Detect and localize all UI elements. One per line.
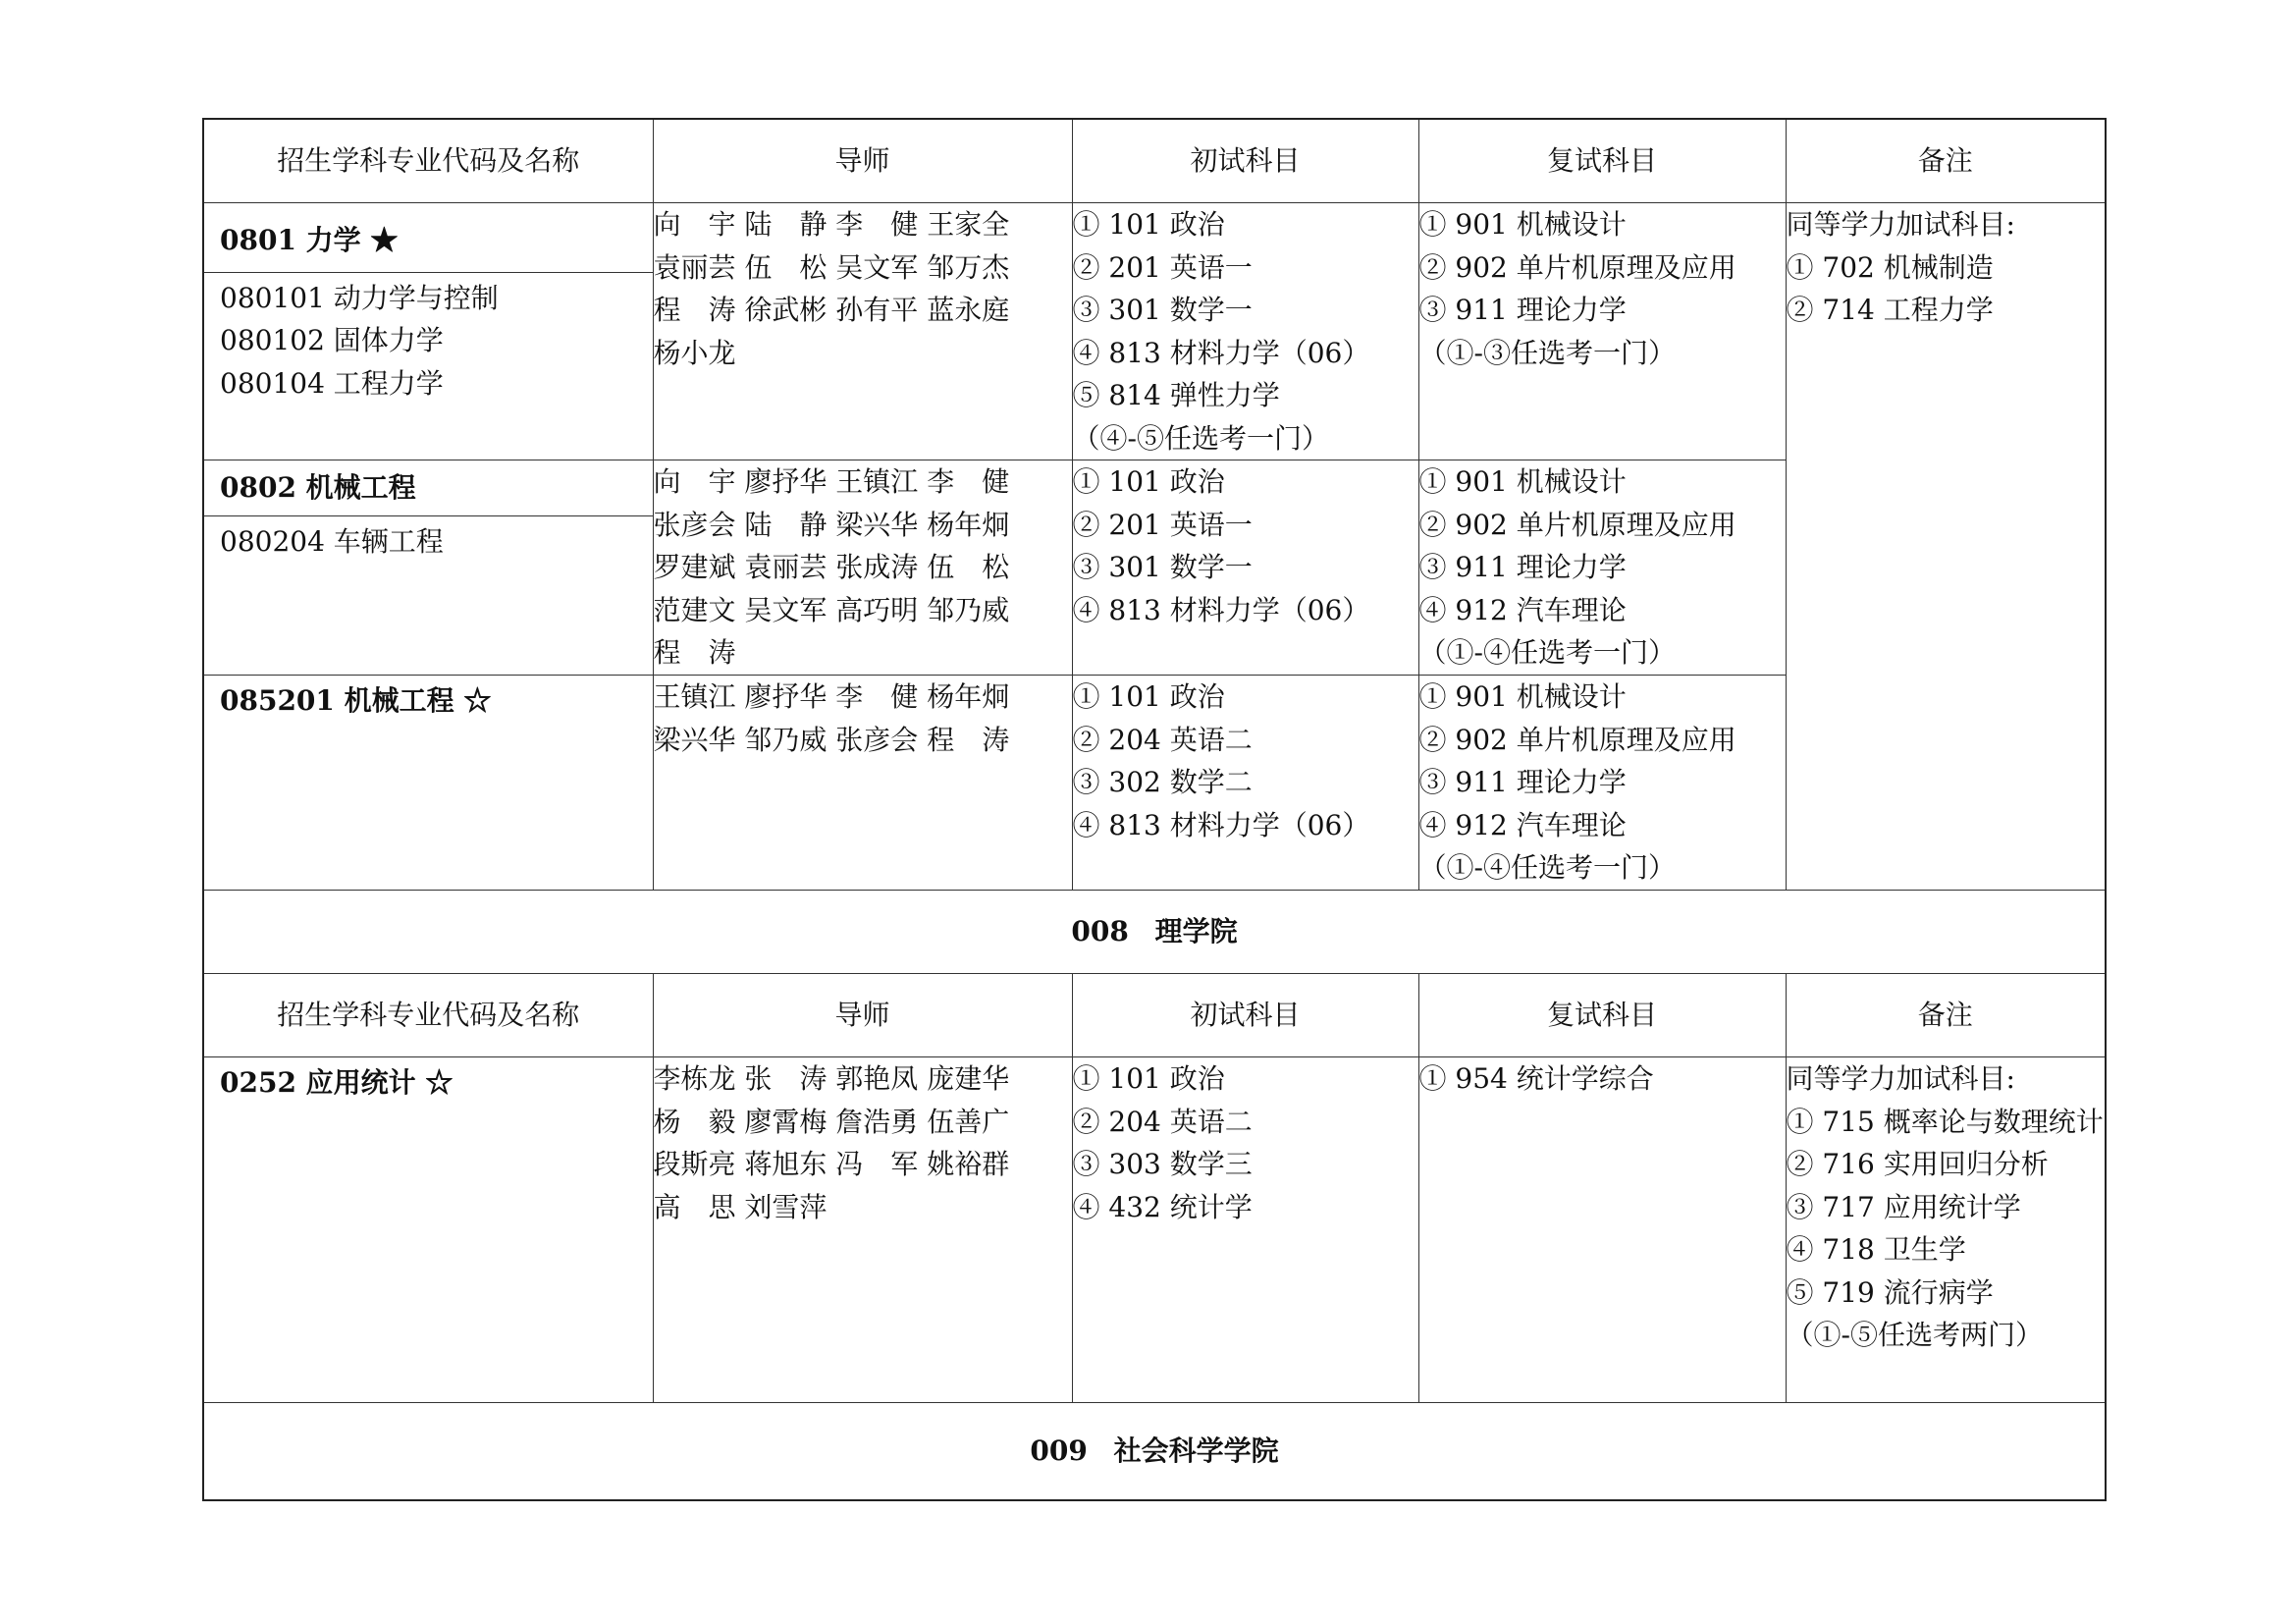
initial-subject: ④ 813 材料力学（06） — [1072, 808, 1370, 841]
initial-subject: ③ 302 数学二 — [1072, 766, 1253, 798]
tutor-line: 高 思 刘雪萍 — [653, 1190, 828, 1223]
college-row — [203, 1403, 2106, 1501]
retest-subject: ② 902 单片机原理及应用 — [1418, 250, 1736, 284]
tutor-line: 向 宇 陆 静 李 健 王家全 — [653, 208, 1010, 241]
retest-subject: ① 954 统计学综合 — [1418, 1062, 1654, 1095]
table-row — [203, 1057, 2106, 1403]
tutor-line: 李栋龙 张 涛 郭艳凤 庞建华 — [653, 1062, 1010, 1095]
sub-major: 080204 车辆工程 — [220, 524, 444, 558]
retest-cell — [1418, 1057, 1786, 1403]
tutor-line: 梁兴华 邹乃威 张彦会 程 涛 — [653, 723, 1010, 756]
tutor-line: 程 涛 — [653, 636, 736, 669]
tutor-cell — [653, 203, 1072, 460]
initial-exam-cell — [1072, 676, 1418, 891]
retest-subject: ② 902 单片机原理及应用 — [1418, 723, 1736, 756]
header-row — [203, 119, 2106, 203]
header-row — [203, 974, 2106, 1057]
college-name: 理学院 — [1154, 915, 1238, 948]
college-name: 社会科学学院 — [1113, 1435, 1279, 1468]
major-cell — [203, 460, 653, 676]
college-row — [203, 891, 2106, 974]
initial-subject: ③ 301 数学一 — [1072, 551, 1253, 583]
initial-subject: ⑤ 814 弹性力学 — [1072, 379, 1280, 411]
retest-subject-note: （①-③任选考一门） — [1418, 336, 1676, 369]
tutor-cell — [653, 460, 1072, 676]
retest-subject: ① 901 机械设计 — [1418, 465, 1627, 498]
initial-subject: ① 101 政治 — [1072, 1062, 1225, 1095]
college-code: 008 — [1071, 915, 1129, 948]
table-row — [203, 203, 2106, 460]
initial-exam-cell — [1072, 460, 1418, 676]
header-tutor: 导师 — [653, 974, 1072, 1057]
college-heading — [203, 891, 2106, 974]
remarks-item: ① 715 概率论与数理统计 — [1786, 1105, 2104, 1138]
retest-cell — [1418, 676, 1786, 891]
retest-subject: ④ 912 汽车理论 — [1418, 593, 1627, 626]
header-retest: 复试科目 — [1418, 974, 1786, 1057]
header-major: 招生学科专业代码及名称 — [203, 119, 653, 203]
header-remarks: 备注 — [1786, 119, 2106, 203]
remarks-item: ③ 717 应用统计学 — [1786, 1190, 2021, 1223]
initial-subject: ① 101 政治 — [1072, 208, 1225, 241]
remarks-item: ⑤ 719 流行病学 — [1786, 1275, 1994, 1309]
tutor-cell — [653, 1057, 1072, 1403]
tutor-line: 段斯亮 蒋旭东 冯 军 姚裕群 — [653, 1148, 1010, 1180]
remarks-item: ④ 718 卫生学 — [1786, 1233, 1966, 1266]
retest-subject: ① 901 机械设计 — [1418, 208, 1627, 241]
retest-subject: ④ 912 汽车理论 — [1418, 808, 1627, 841]
college-code: 009 — [1030, 1435, 1088, 1468]
remarks-item: ② 716 实用回归分析 — [1786, 1148, 2049, 1180]
tutor-line: 向 宇 廖抒华 王镇江 李 健 — [653, 465, 1010, 498]
tutor-line: 罗建斌 袁丽芸 张成涛 伍 松 — [653, 551, 1010, 583]
initial-subject: ② 201 英语一 — [1072, 508, 1253, 541]
remarks-note: （①-⑤任选考两门） — [1786, 1319, 2043, 1351]
major-cell — [203, 203, 653, 460]
retest-cell — [1418, 460, 1786, 676]
tutor-line: 杨小龙 — [653, 336, 736, 369]
initial-subject: ④ 432 统计学 — [1072, 1190, 1253, 1223]
initial-subject: ④ 813 材料力学（06） — [1072, 336, 1370, 369]
initial-subject: ② 201 英语一 — [1072, 250, 1253, 284]
initial-subject-note: （④-⑤任选考一门） — [1072, 421, 1329, 455]
sub-major: 080104 工程力学 — [220, 366, 444, 400]
tutor-line: 杨 毅 廖霄梅 詹浩勇 伍善广 — [653, 1105, 1010, 1138]
initial-subject: ③ 303 数学三 — [1072, 1148, 1253, 1180]
header-remarks: 备注 — [1786, 974, 2106, 1057]
major-code-name: 0802 机械工程 — [204, 460, 653, 516]
remarks-title: 同等学力加试科目: — [1786, 208, 2015, 241]
retest-cell — [1418, 203, 1786, 460]
remarks-cell — [1786, 1057, 2106, 1403]
major-cell — [203, 1057, 653, 1403]
sub-major: 080101 动力学与控制 — [220, 281, 499, 314]
retest-subject: ② 902 单片机原理及应用 — [1418, 508, 1736, 541]
retest-subject: ① 901 机械设计 — [1418, 680, 1627, 713]
initial-subject: ③ 301 数学一 — [1072, 294, 1253, 326]
tutor-line: 袁丽芸 伍 松 吴文军 邹万杰 — [653, 250, 1010, 284]
initial-subject: ② 204 英语二 — [1072, 723, 1253, 756]
retest-subject: ③ 911 理论力学 — [1418, 551, 1627, 583]
tutor-line: 王镇江 廖抒华 李 健 杨年炯 — [653, 680, 1010, 713]
initial-subject: ① 101 政治 — [1072, 680, 1225, 713]
initial-subject: ④ 813 材料力学（06） — [1072, 593, 1370, 626]
tutor-line: 范建文 吴文军 高巧明 邹乃威 — [653, 593, 1010, 626]
major-code-name: 0801 力学 ★ — [204, 203, 653, 273]
remarks-item: ① 702 机械制造 — [1786, 250, 1994, 284]
remarks-cell — [1786, 203, 2106, 891]
retest-subject: ③ 911 理论力学 — [1418, 294, 1627, 326]
tutor-cell — [653, 676, 1072, 891]
header-initial-exam: 初试科目 — [1072, 974, 1418, 1057]
tutor-line: 张彦会 陆 静 梁兴华 杨年炯 — [653, 508, 1010, 541]
major-code-name: 085201 机械工程 ☆ — [220, 684, 492, 717]
initial-exam-cell — [1072, 203, 1418, 460]
header-initial-exam: 初试科目 — [1072, 119, 1418, 203]
header-retest: 复试科目 — [1418, 119, 1786, 203]
major-code-name: 0252 应用统计 ☆ — [220, 1066, 454, 1099]
tutor-line: 程 涛 徐武彬 孙有平 蓝永庭 — [653, 294, 1010, 326]
initial-exam-cell — [1072, 1057, 1418, 1403]
retest-subject: ③ 911 理论力学 — [1418, 766, 1627, 798]
sub-major: 080102 固体力学 — [220, 324, 444, 356]
admissions-table — [202, 118, 2107, 1501]
remarks-title: 同等学力加试科目: — [1786, 1062, 2015, 1095]
initial-subject: ② 204 英语二 — [1072, 1105, 1253, 1138]
retest-subject-note: （①-④任选考一门） — [1418, 851, 1676, 884]
college-heading — [203, 1403, 2106, 1501]
retest-subject-note: （①-④任选考一门） — [1418, 636, 1676, 669]
header-major: 招生学科专业代码及名称 — [203, 974, 653, 1057]
header-tutor: 导师 — [653, 119, 1072, 203]
major-cell — [203, 676, 653, 891]
remarks-item: ② 714 工程力学 — [1786, 294, 1994, 326]
initial-subject: ① 101 政治 — [1072, 465, 1225, 498]
